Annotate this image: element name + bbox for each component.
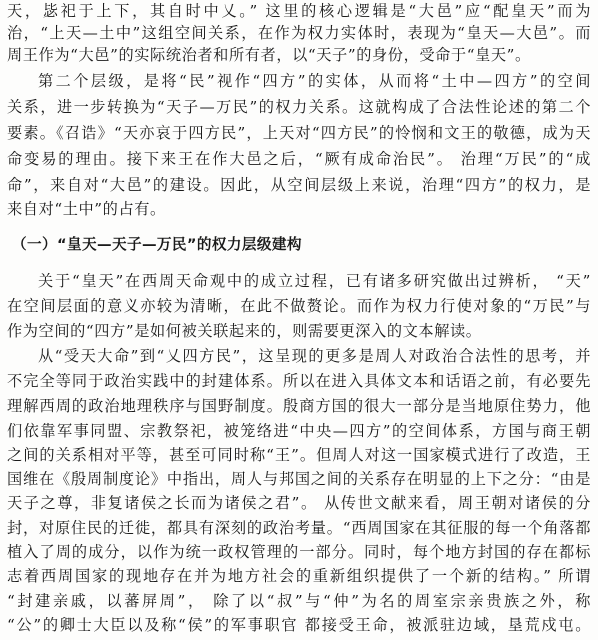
text-line: 植入了周的成分，以作为统一政权管理的一部分。同时，每个地方封国的存在都标	[7, 543, 591, 561]
text-line: 要素。《召诰》“天亦哀于四方民”，上天对“四方民”的怜悯和文王的敬德，成为天	[7, 124, 591, 142]
text-line: 周王作为“大邑”的实际统治者和所有者，以“天子”的身份，受命于“皇天”。	[7, 46, 531, 64]
text-line: 命变易的理由。接下来王在作大邑之后，“厥有成命治民”。 治理“万民”的“成	[7, 150, 591, 168]
text-line: 天子之尊，非复诸侯之长而为诸侯之君”。 从传世文献来看，周王朝对诸侯的分	[7, 494, 591, 512]
text-line: 关系，进一步转换为“天子—万民”的权力关系。这就构成了合法性论述的第二个	[7, 98, 591, 116]
text-line: 在空间层面的意义亦较为清晰，在此不做赘论。而作为权力行使对象的“万民”与	[7, 297, 591, 315]
text-line: 天，毖祀于上下，其自时中乂。” 这里的核心逻辑是“大邑”应“配皇天”而为	[7, 2, 591, 20]
text-line: 封，对原住民的迁徙，都具有深刻的政治考量。“西周国家在其征服的每一个角落都	[7, 519, 591, 537]
section-heading: （一）“皇天—天子—万民”的权力层级建构	[12, 236, 302, 253]
text-line: “公”的卿士大臣以及称“侯”的军事职官 都接受王命，被派驻边域，垦荒戍屯。	[7, 616, 591, 634]
text-line: 作为空间的“四方”是如何被关联起来的，则需要更深入的文本解读。	[7, 322, 482, 340]
text-line: 志着西周国家的现地存在并为地方社会的重新组织提供了一个新的结构。” 所谓	[7, 567, 591, 585]
text-line: 理解西周的政治地理秩序与国野制度。殷商方国的很大一部分是当地原住势力，他	[7, 397, 591, 415]
text-line: 命”，来自对“大邑”的建设。因此，从空间层级上来说，治理“四方”的权力，是	[7, 176, 591, 194]
text-line: 们依靠军事同盟、宗教祭祀，被笼络进“中央—四方”的空间体系，方国与商王朝	[7, 422, 591, 440]
text-line: 之间的关系相对平等，甚至可同时称“王”。但周人对这一国家模式进行了改造，王	[7, 446, 591, 464]
text-line: 治，“上天—土中”这组空间关系，在作为权力实体时，表现为“皇天—大邑”。而	[7, 24, 591, 42]
text-line: “封建亲戚，以蕃屏周”， 除了以“叔”与“仲”为名的周室宗亲贵族之外，称	[7, 592, 591, 610]
text-line: 第二个层级，是将“民”视作“四方”的实体，从而将“土中—四方”的空间	[38, 72, 591, 90]
text-line: 从“受天大命”到“乂四方民”，这呈现的更多是周人对政治合法性的思考，并	[38, 347, 591, 365]
text-line: 关于“皇天”在西周天命观中的成立过程，已有诸多研究做出过辨析， “天”	[38, 272, 591, 290]
text-line: 来自对“土中”的占有。	[7, 200, 166, 218]
text-line: 不完全等同于政治实践中的封建体系。所以在进入具体文本和话语之前，有必要先	[7, 372, 591, 390]
text-line: 国维在《殷周制度论》中指出，周人与邦国之间的关系存在明显的上下之分：“由是	[7, 470, 591, 488]
